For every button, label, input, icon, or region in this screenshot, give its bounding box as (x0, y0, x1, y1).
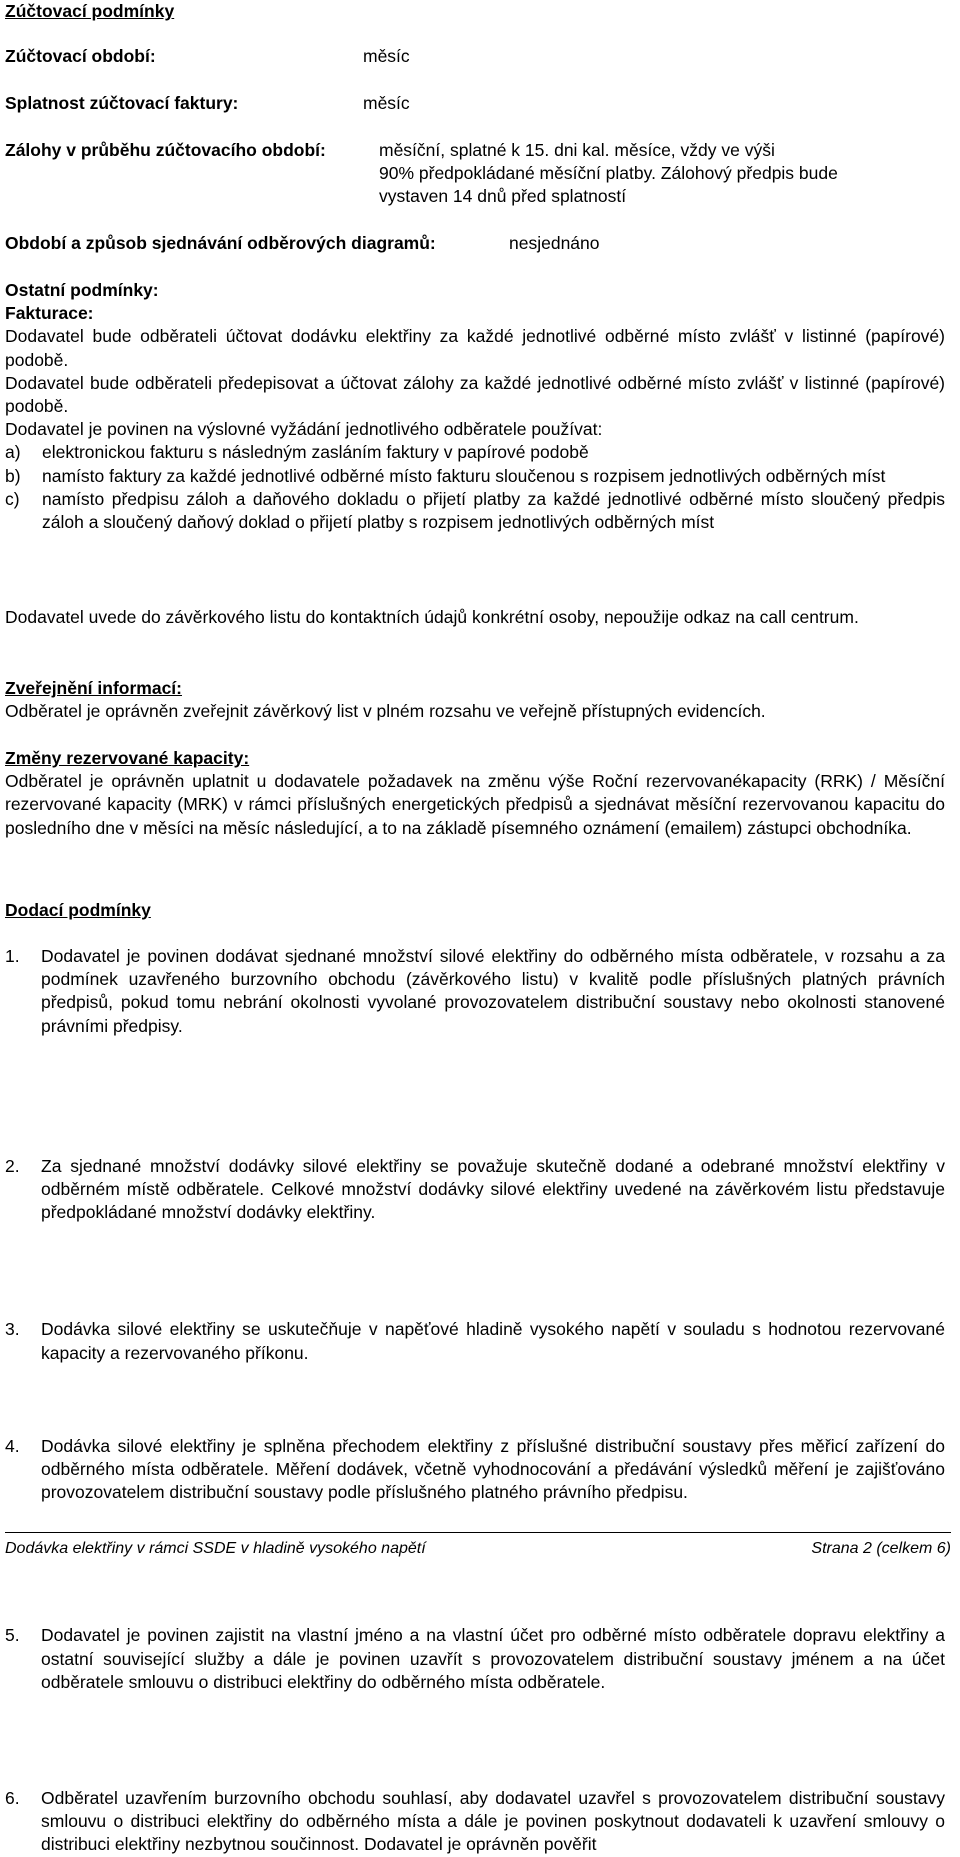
list-marker: a) (5, 442, 21, 463)
billing-period-label: Zúčtovací období: (5, 46, 156, 66)
delivery-item (5, 945, 945, 1038)
delivery-marker: 3. (5, 1319, 20, 1340)
billing-period-value: měsíc (363, 46, 410, 66)
footer-title: Dodávka elektřiny v rámci SSDE v hladině vysokého napětí (5, 1540, 426, 1557)
other-conditions-heading: Ostatní podmínky: (5, 280, 159, 300)
delivery-item-text: Dodávka silové elektřiny je splněna přechodem elektřiny z příslušné distribuční soustavy přes měřicí zařízení do odběrného místa odběratele. Měření dodávek, včetně vyhodnocování a předávání výsledků měření je zajišťováno provozovatelem distribuční soustavy podle příslušného platného právního předpisu. (41, 1435, 945, 1503)
list-item (5, 488, 945, 534)
delivery-item-text: Dodavatel je povinen dodávat sjednané množství silové elektřiny do odběrného místa odběratele, v rozsahu a za podmínek uzavřeného burzovního obchodu (závěrkového listu) v kvalitě podle příslušných platných právních předpisů, pokud tomu nebrání okolnosti vyvolané provozovatelem distribuční soustavy nebo okolnosti stanovené právními předpisy. (41, 946, 945, 1036)
list-item (5, 465, 945, 488)
delivery-item (5, 1318, 945, 1364)
delivery-marker: 1. (5, 946, 20, 966)
delivery-marker: 2. (5, 1155, 20, 1176)
publish-heading: Zveřejnění informací: (5, 678, 182, 698)
other-conditions-section (5, 279, 945, 534)
delivery-item-text: Dodávka silové elektřiny se uskutečňuje v napěťové hladině vysokého napětí v souladu s hodnotou rezervované kapacity a rezervovaného příkonu. (41, 1319, 945, 1363)
capacity-text: Odběratel je oprávněn uplatnit u dodavatele požadavek na změnu výše Roční rezervovanékapacity (RRK) / Měsíční rezervované kapacity (MRK) v rámci příslušných energetických předpisů a sjednávat měsíční rezervovanou kapacitu do posledního dne v měsíci na měsíc následující, a to na základě písemného oznámení (emailem) zástupci obchodníka. (5, 771, 945, 838)
publish-text: Odběratel je oprávněn zveřejnit závěrkový list v plném rozsahu ve veřejně přístupných evidencích. (5, 701, 766, 722)
publish-section (5, 677, 945, 723)
list-item-text: namísto faktury za každé jednotlivé odběrné místo fakturu sloučenou s rozpisem jednotlivých odběrných míst (42, 465, 886, 486)
delivery-heading: Dodací podmínky (5, 900, 151, 920)
delivery-marker: 5. (5, 1625, 20, 1646)
invoice-due-value: měsíc (363, 93, 410, 113)
list-item-text: namísto předpisu záloh a daňového dokladu o přijetí platby za každé jednotlivé odběrné místo sloučený předpis záloh a sloučený daňový doklad o přijetí platby s rozpisem jednotlivých odběrných míst (42, 488, 945, 533)
diagram-value: nesjednáno (509, 233, 600, 253)
advances-value-line-2: 90% předpokládané měsíční platby. Zálohový předpis bude (379, 163, 838, 183)
invoicing-paragraph-3: Dodavatel je povinen na výslovné vyžádání jednotlivého odběratele používat: (5, 419, 603, 440)
invoice-due-label: Splatnost zúčtovací faktury: (5, 93, 239, 113)
capacity-heading: Změny rezervované kapacity: (5, 748, 250, 768)
invoicing-paragraph-1: Dodavatel bude odběrateli účtovat dodávku elektřiny za každé jednotlivé odběrné místo zvlášť v listinné (papírové) podobě. (5, 326, 945, 370)
page-footer (5, 1532, 951, 1560)
delivery-marker: 4. (5, 1435, 20, 1456)
capacity-section (5, 747, 945, 840)
list-marker: c) (5, 488, 20, 509)
delivery-item-text: Za sjednané množství dodávky silové elektřiny se považuje skutečně dodané a odebrané množství elektřiny v odběrném místě odběratele. Celkové množství dodávky silové elektřiny uvedené na závěrkovém listu představuje předpokládané množství dodávky elektřiny. (41, 1155, 945, 1223)
delivery-item (5, 1624, 945, 1694)
list-item (5, 441, 945, 464)
advances-label: Zálohy v průběhu zúčtovacího období: (5, 140, 326, 160)
invoicing-label: Fakturace: (5, 303, 94, 324)
advances-value-line-3: vystaven 14 dnů před splatností (379, 186, 627, 206)
list-item-text: elektronickou fakturu s následným zasláním faktury v papírové podobě (42, 442, 589, 463)
advances-value-line-1: měsíční, splatné k 15. dni kal. měsíce, vždy ve výši (379, 140, 775, 160)
billing-heading: Zúčtovací podmínky (5, 1, 175, 21)
delivery-item (5, 1155, 945, 1225)
contact-paragraph: Dodavatel uvede do závěrkového listu do kontaktních údajů konkrétní osoby, nepoužije odkaz na call centrum. (5, 607, 859, 627)
page-number: Strana 2 (celkem 6) (811, 1540, 951, 1557)
list-marker: b) (5, 465, 21, 486)
delivery-item (5, 1435, 945, 1505)
diagram-label: Období a způsob sjednávání odběrových diagramů: (5, 233, 436, 253)
delivery-item-text: Odběratel uzavřením burzovního obchodu souhlasí, aby dodavatel uzavřel s provozovatelem distribuční soustavy smlouvu o distribuci elektřiny do odběrného místa a dále je povinen poskytnout dodavateli k uzavření smlouvy o distribuci elektřiny nezbytnou součinnost. Dodavatel je oprávněn pověřit (41, 1788, 945, 1855)
delivery-item (5, 1787, 945, 1857)
delivery-item-text: Dodavatel je povinen zajistit na vlastní jméno a na vlastní účet pro odběrné místo odběratele dopravu elektřiny a ostatní související služby a dále je povinen uzavřít s provozovatelem distribuční soustavy jménem a na účet odběratele smlouvu o distribuci elektřiny do odběrného místa odběratele. (41, 1625, 945, 1692)
invoicing-paragraph-2: Dodavatel bude odběrateli předepisovat a účtovat zálohy za každé jednotlivé odběrné místo zvlášť v listinné (papírové) podobě. (5, 372, 945, 417)
delivery-marker: 6. (5, 1788, 20, 1809)
